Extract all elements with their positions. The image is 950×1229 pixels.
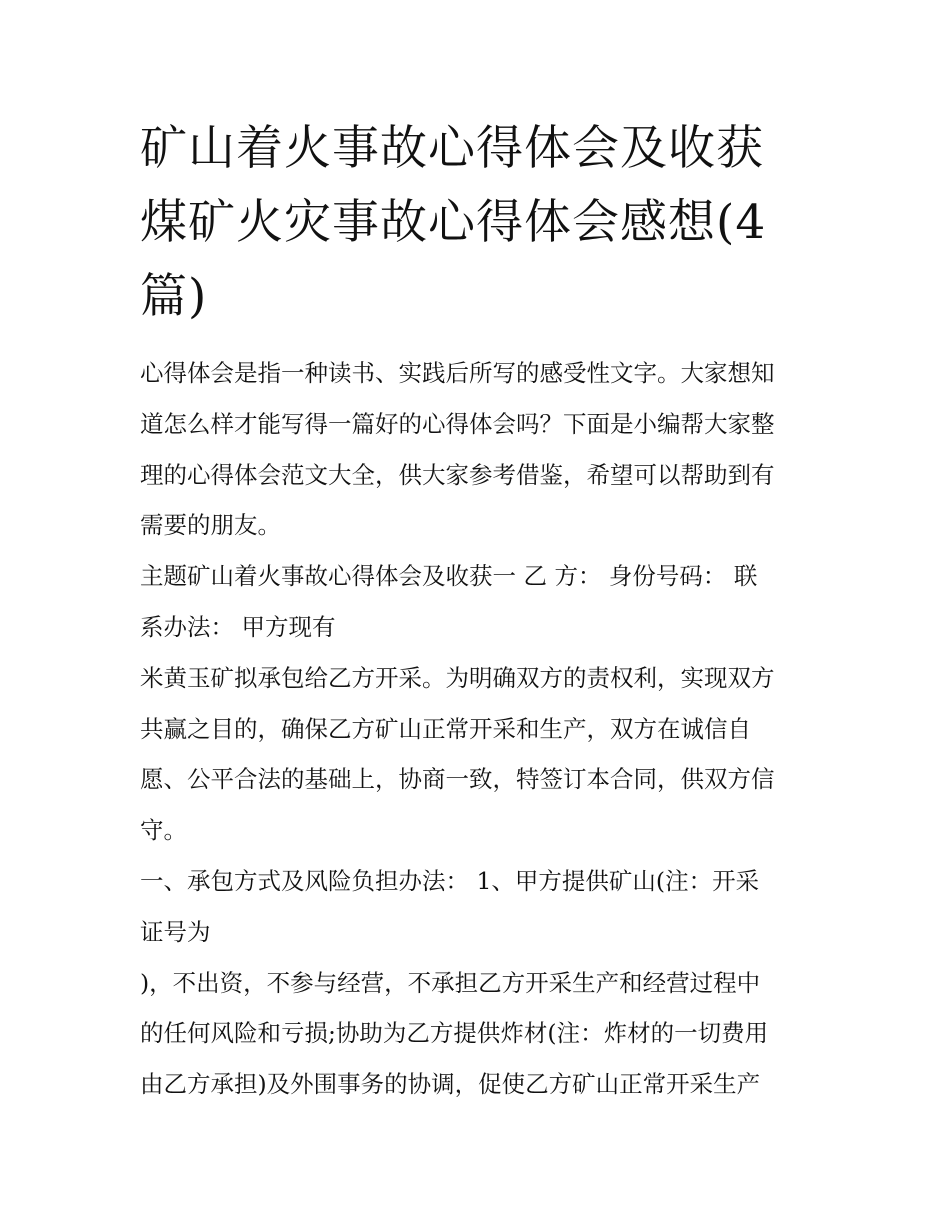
text-line: 主题矿山着火事故心得体会及收获一 乙 方： 身份号码： 联 (140, 562, 758, 591)
topic-paragraph (140, 551, 820, 653)
title-line: 篇) (140, 269, 208, 324)
document-title (140, 112, 820, 334)
title-line: 煤矿火灾事故心得体会感想(4 (140, 195, 767, 250)
contract-paragraph (140, 653, 820, 856)
clause-paragraph (140, 856, 820, 958)
text-line: 系办法： 甲方现有 (140, 612, 336, 641)
text-line: 道怎么样才能写得一篇好的心得体会吗？下面是小编帮大家整 (140, 409, 775, 438)
text-line: 共赢之目的，确保乙方矿山正常开采和生产，双方在诚信自 (140, 714, 751, 743)
text-line: 米黄玉矿拟承包给乙方开采。为明确双方的责权利，实现双方 (140, 663, 775, 692)
text-line: 的任何风险和亏损;协助为乙方提供炸材(注：炸材的一切费用 (140, 1019, 769, 1048)
document-page (140, 112, 820, 1110)
text-line: 需要的朋友。 (140, 511, 281, 540)
text-line: 心得体会是指一种读书、实践后所写的感受性文字。大家想知 (140, 359, 775, 387)
text-line: 理的心得体会范文大全，供大家参考借鉴，希望可以帮助到有 (140, 460, 775, 489)
text-line: 愿、公平合法的基础上，协商一致，特签订本合同，供双方信 (140, 765, 775, 794)
title-line: 矿山着火事故心得体会及收获 (140, 121, 764, 176)
intro-paragraph (140, 348, 820, 551)
text-line: 一、承包方式及风险负担办法： 1、甲方提供矿山(注：开采 (140, 866, 760, 895)
text-line: 由乙方承担)及外围事务的协调，促使乙方矿山正常开采生产 (140, 1070, 761, 1099)
text-line: )，不出资，不参与经营，不承担乙方开采生产和经营过程中 (140, 968, 761, 997)
clause-detail-paragraph (140, 958, 820, 1110)
text-line: 证号为 (140, 917, 211, 946)
text-line: 守。 (140, 816, 187, 845)
